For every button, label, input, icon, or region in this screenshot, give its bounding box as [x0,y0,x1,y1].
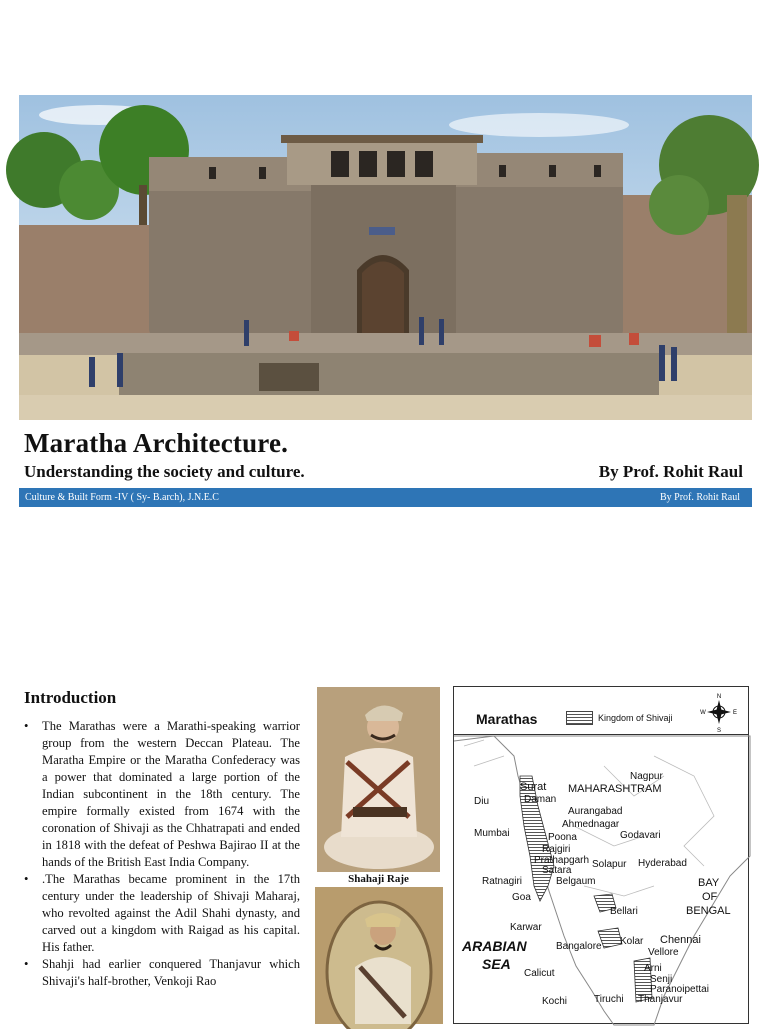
map-label-godavari: Godavari [620,830,661,841]
map-label-bay: BAY [698,877,720,889]
portrait-illustration [315,887,443,1024]
bullet-text: Shahji had earlier conquered Thanjavur which Shivaji's half-brother, Venkoji Rao [42,957,300,988]
map-label-aurangabad: Aurangabad [568,806,623,817]
map-label-diu: Diu [474,796,490,807]
bullet-text: .The Marathas became prominent in the 17th century under the leadership of Shivaji Maharaj, who revolted against the Adil Shahi dynasty, and carved out a kingdom with Raigad as his capital. His father. [42,872,300,954]
map-label-mumbai: Mumbai [474,828,510,839]
map-label-surat: Surat [520,781,547,793]
map-label-karwar: Karwar [510,922,542,933]
compass-s: S [716,728,722,734]
map-label-kolar: Kolar [620,936,644,947]
band-author: By Prof. Rohit Raul [659,492,740,503]
map-label-bellari: Bellari [610,906,638,917]
map-label-calicut: Calicut [524,968,555,979]
compass-w: W [700,710,706,716]
map-label-daman: Daman [524,794,557,805]
fort-illustration [19,95,752,420]
map-legend-bar [454,687,748,735]
map-label-bangalore: Bangalore [556,941,602,952]
map-label-arabian: ARABIAN [462,938,527,954]
map-body [454,736,750,1025]
maratha-map [453,686,749,1024]
portrait-caption: Shahaji Raje [348,873,409,885]
map-label-thanjavur: Thanjavur [638,994,683,1005]
map-label-satara: Satara [542,865,572,876]
legend-label: Kingdom of Shivaji [598,713,673,723]
map-label-of: OF [702,891,718,903]
portrait-illustration [317,687,440,872]
course-band [19,488,752,507]
document-subtitle: Understanding the society and culture. [24,462,305,481]
compass-e: E [732,710,738,716]
shahaji-portrait [317,687,440,872]
section-heading: Introduction [24,688,117,707]
list-item: • The Marathas were a Marathi-speaking warrior group from the western Deccan Plateau. The Maratha Empire or the Maratha Confederacy was a power that dominated a large portion of the Indian subcontinent in the 18th century. The empire formally existed from 1674 with the coronation of Shivaji as the Chhatrapati and ended in 1818 with the defeat of Peshwa Bajirao II at the hands of the British East India Company. [24,719,300,869]
map-label-senji: Senji [650,974,673,985]
map-label-rajgiri: Rajgiri [542,844,571,855]
document-title: Maratha Architecture. [24,428,289,458]
map-label-prathapgarh: Prathapgarh [534,855,590,866]
map-label-tiruchi: Tiruchi [594,994,624,1005]
author-byline: By Prof. Rohit Raul [598,462,743,481]
compass-icon [701,691,737,733]
compass-n: N [716,694,722,700]
map-label-chennai: Chennai [660,934,701,946]
map-label-ahmednagar: Ahmednagar [562,819,620,830]
list-item: • .The Marathas became prominent in the 17th century under the leadership of Shivaji Maharaj, who revolted against the Adil Shahi dynasty, and carved out a kingdom with Raigad as his capital. His father. [24,872,300,954]
map-label-arni: Arni [644,963,662,974]
course-info: Culture & Built Form -IV ( Sy- B.arch), J.N.E.C [25,492,219,503]
map-label-vellore: Vellore [648,947,679,958]
map-label-kochi: Kochi [542,996,568,1007]
map-label-ratnagiri: Ratnagiri [482,876,523,887]
shivaji-portrait [315,887,443,1024]
intro-bullet-list [24,718,300,990]
map-title: Marathas [476,711,538,727]
bullet-text: The Marathas were a Marathi-speaking warrior group from the western Deccan Plateau. The Maratha Empire or the Maratha Confederacy was a power that dominated a large portion of the Indian subcontinent in the 18th century. The empire formally existed from 1674 with the coronation of Shivaji as the Chhatrapati and ended in 1818 with the defeat of Peshwa Bajirao II at the hands of the British East India Company. [42,719,300,869]
list-item: • Shahji had earlier conquered Thanjavur which Shivaji's half-brother, Venkoji Rao [24,957,300,988]
map-label-goa: Goa [512,892,531,903]
map-label-paranoipettai: Paranoipettai [650,984,709,995]
map-label-sea: SEA [482,956,511,972]
map-label-maharashtram: MAHARASHTRAM [568,783,662,795]
map-label-hyderabad: Hyderabad [638,858,687,869]
map-label-bengal: BENGAL [686,905,731,917]
map-label-nagpur: Nagpur [630,771,663,782]
hero-photo [19,95,752,420]
map-label-belgaum: Belgaum [556,876,596,887]
map-label-poona: Poona [548,832,577,843]
legend-swatch [566,711,593,725]
map-label-solapur: Solapur [592,859,627,870]
